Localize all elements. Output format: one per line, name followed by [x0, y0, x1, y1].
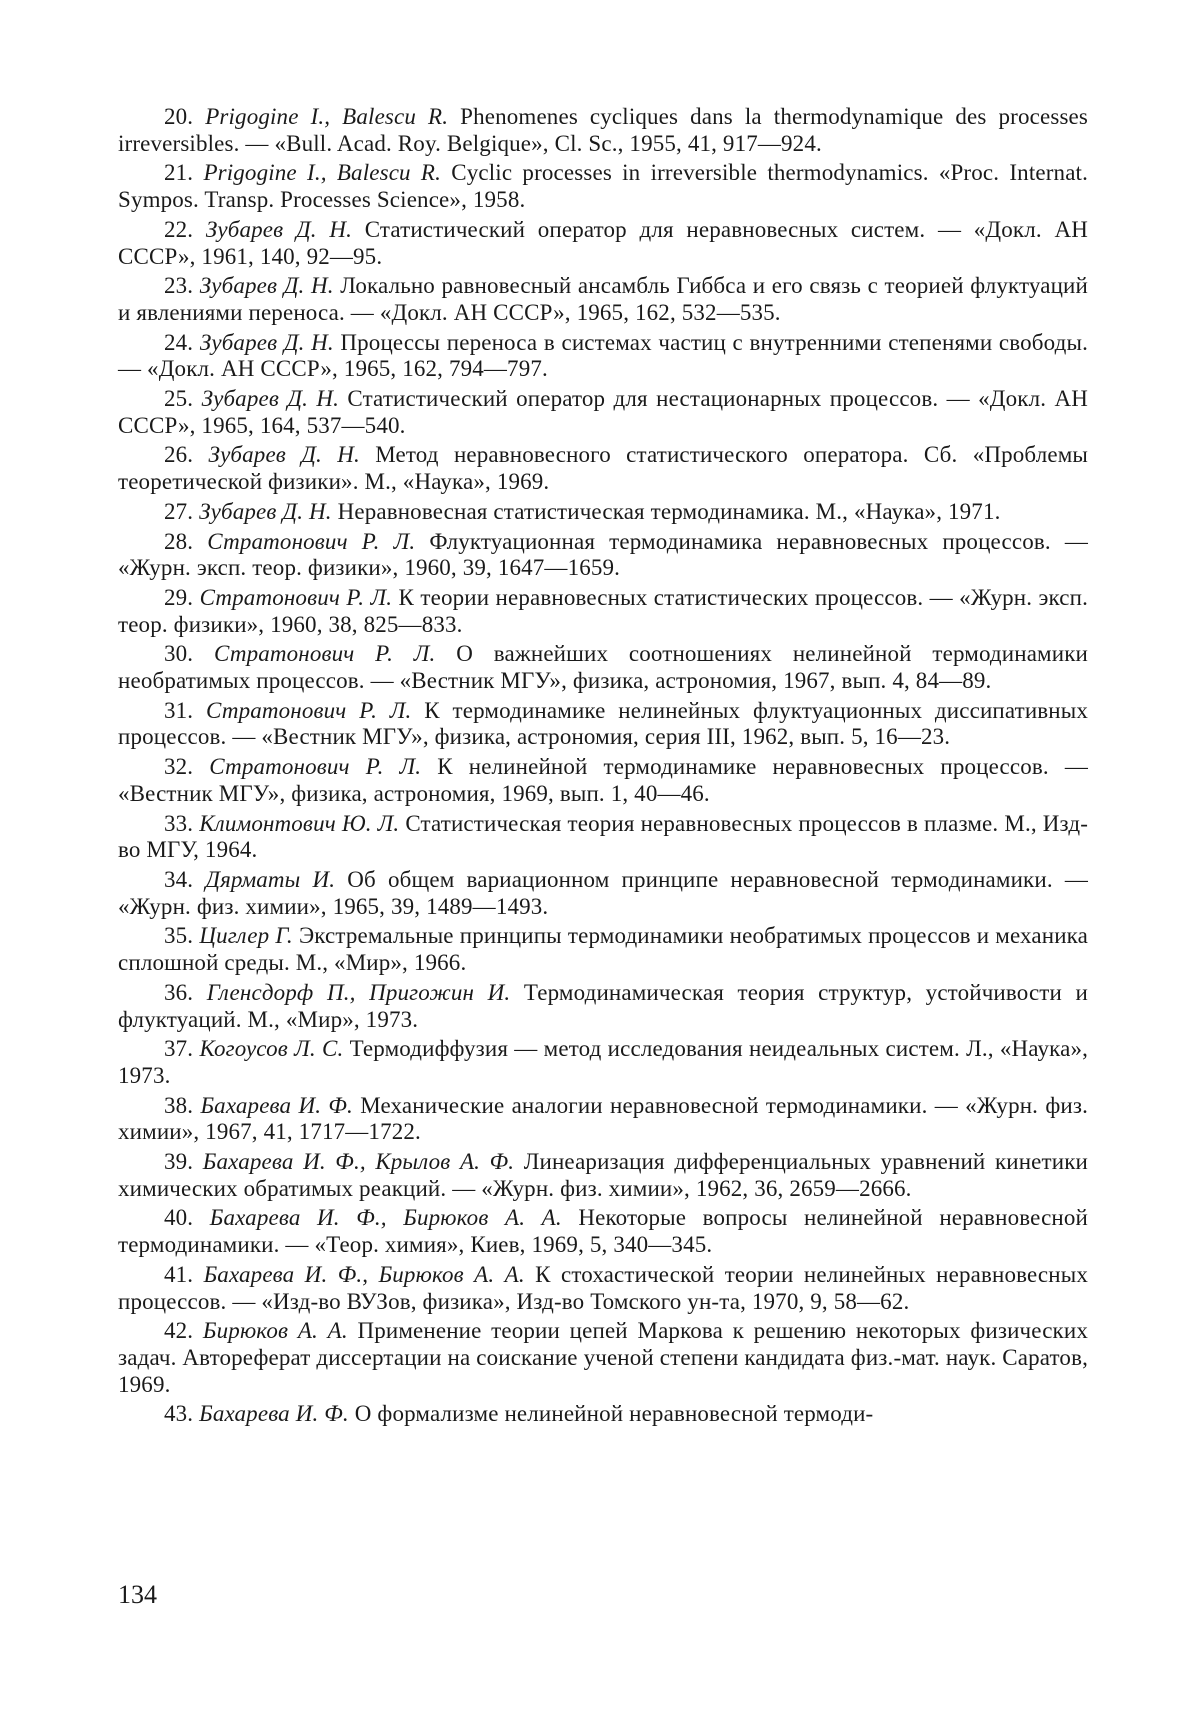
reference-authors: Стратонович Р. Л.	[209, 754, 422, 780]
reference-entry	[118, 529, 1088, 582]
reference-number: 25.	[164, 386, 194, 412]
reference-number: 41.	[164, 1261, 194, 1287]
reference-entry	[118, 1149, 1088, 1202]
reference-authors: Гленсдорф П., Пригожин И.	[206, 979, 511, 1005]
reference-text: Механические аналогии неравновесной термодинамики. — «Журн. физ. химии», 1967, 41, 1717—1722.	[118, 1092, 1088, 1145]
reference-text: О важнейших соотношениях нелинейной термодинамики необратимых процессов. — «Вестник МГУ», физика, астрономия, 1967, вып. 4, 84—89.	[118, 641, 1089, 694]
reference-entry	[118, 867, 1088, 920]
reference-text: Термодиффузия — метод исследования неидеальных систем. Л., «Наука», 1973.	[118, 1036, 1088, 1088]
reference-number: 40.	[164, 1205, 194, 1231]
reference-entry	[118, 585, 1088, 638]
reference-entry	[118, 1318, 1088, 1398]
reference-authors: Бахарева И. Ф., Бирюков А. А.	[203, 1261, 525, 1287]
reference-text: Статистический оператор для неравновесных систем. — «Докл. АН СССР», 1961, 140, 92—95.	[118, 216, 1088, 269]
reference-text: Cyclic processes in irreversible thermodynamics. «Proc. Internat. Sympos. Transp. Processes Science», 1958.	[118, 160, 1088, 213]
reference-entry	[118, 923, 1088, 976]
reference-number: 36.	[164, 979, 194, 1005]
reference-entry	[118, 330, 1088, 383]
reference-number: 37.	[164, 1036, 194, 1062]
reference-text: К стохастической теории нелинейных неравновесных процессов. — «Изд-во ВУЗов, физика», Изд-во Томского ун-та, 1970, 9, 58—62.	[118, 1261, 1088, 1314]
reference-text: К теории неравновесных статистических процессов. — «Журн. эксп. теор. физики», 1960, 38, 825—833.	[118, 584, 1088, 637]
reference-text: Применение теории цепей Маркова к решению некоторых физических задач. Автореферат диссертации на соискание ученой степени кандидата физ.-мат. наук. Саратов, 1969.	[118, 1318, 1088, 1397]
reference-entry	[118, 754, 1088, 807]
reference-entry	[118, 1205, 1088, 1258]
reference-number: 23.	[164, 273, 194, 299]
reference-entry	[118, 641, 1088, 694]
reference-text: Некоторые вопросы нелинейной неравновесной термодинамики. — «Теор. химия», Киев, 1969, 5, 340—345.	[118, 1205, 1088, 1258]
reference-text: Статистическая теория неравновесных процессов в плазме. М., Изд-во МГУ, 1964.	[118, 810, 1088, 863]
reference-number: 31.	[164, 697, 194, 723]
reference-number: 24.	[164, 329, 194, 355]
reference-authors: Стратонович Р. Л.	[207, 528, 416, 554]
reference-authors: Зубарев Д. Н.	[199, 273, 334, 299]
reference-authors: Зубарев Д. Н.	[199, 498, 332, 524]
reference-number: 39.	[164, 1149, 194, 1175]
reference-authors: Стратонович Р. Л.	[199, 584, 393, 610]
reference-entry	[118, 442, 1088, 495]
reference-authors: Когоусов Л. С.	[199, 1036, 344, 1062]
reference-number: 28.	[164, 528, 194, 554]
reference-number: 26.	[164, 442, 194, 468]
reference-authors: Prigogine I., Balescu R.	[205, 104, 449, 129]
reference-entry	[118, 1401, 1088, 1428]
reference-entry	[118, 386, 1088, 439]
reference-authors: Prigogine I., Balescu R.	[203, 160, 442, 186]
reference-number: 30.	[164, 641, 194, 667]
reference-authors: Климонтович Ю. Л.	[199, 810, 400, 836]
page-number: 134	[118, 1580, 157, 1609]
reference-text: Об общем вариационном принципе неравновесной термодинамики. — «Журн. физ. химии», 1965, 39, 1489—1493.	[118, 866, 1088, 919]
reference-number: 27.	[164, 498, 194, 524]
reference-authors: Дярматы И.	[205, 866, 336, 892]
reference-text: Линеаризация дифференциальных уравнений кинетики химических обратимых реакций. — «Журн. физ. химии», 1962, 36, 2659—2666.	[118, 1149, 1088, 1201]
reference-authors: Зубарев Д. Н.	[201, 386, 340, 412]
reference-authors: Зубарев Д. Н.	[208, 442, 360, 468]
reference-text: Метод неравновесного статистического оператора. Сб. «Проблемы теоретической физики». М., «Наука», 1969.	[118, 442, 1089, 495]
reference-number: 29.	[164, 584, 194, 610]
reference-authors: Стратонович Р. Л.	[214, 641, 436, 667]
reference-number: 35.	[164, 923, 194, 949]
reference-authors: Стратонович Р. Л.	[206, 697, 412, 723]
reference-number: 20.	[164, 104, 194, 129]
reference-number: 32.	[164, 754, 194, 780]
reference-entry	[118, 499, 1088, 526]
reference-entry	[118, 811, 1088, 864]
reference-entry	[118, 1093, 1088, 1146]
reference-authors: Бахарева И. Ф., Бирюков А. А.	[209, 1205, 562, 1231]
reference-number: 22.	[164, 216, 194, 242]
reference-number: 43.	[164, 1401, 194, 1427]
reference-number: 42.	[164, 1318, 194, 1344]
reference-text: Phenomenes cycliques dans la thermodynamique des processes irreversibles. — «Bull. Acad. Roy. Belgique», Cl. Sc., 1955, 41, 917—924.	[118, 104, 1088, 156]
reference-text: Флуктуационная термодинамика неравновесных процессов. — «Журн. эксп. теор. физики», 1960, 39, 1647—1659.	[118, 528, 1088, 581]
reference-entry	[118, 980, 1088, 1033]
reference-authors: Зубарев Д. Н.	[205, 216, 353, 242]
reference-text: Экстремальные принципы термодинамики необратимых процессов и механика сплошной среды. М., «Мир», 1966.	[118, 923, 1088, 976]
reference-text: Статистический оператор для нестационарных процессов. — «Докл. АН СССР», 1965, 164, 537—540.	[118, 386, 1088, 438]
reference-text: Термодинамическая теория структур, устойчивости и флуктуаций. М., «Мир», 1973.	[118, 979, 1088, 1032]
reference-authors: Зубарев Д. Н.	[199, 329, 334, 355]
reference-entry	[118, 160, 1088, 213]
reference-text: Процессы переноса в системах частиц с внутренними степенями свободы. — «Докл. АН СССР», 1965, 162, 794—797.	[118, 329, 1088, 382]
reference-number: 38.	[164, 1092, 194, 1118]
reference-text: Неравновесная статистическая термодинамика. М., «Наука», 1971.	[337, 498, 1001, 524]
reference-entry	[118, 273, 1088, 326]
reference-entry	[118, 1036, 1088, 1089]
reference-entry	[118, 1262, 1088, 1315]
reference-authors: Циглер Г.	[199, 923, 293, 949]
reference-authors: Бахарева И. Ф.	[200, 1092, 353, 1118]
reference-text: К термодинамике нелинейных флуктуационных диссипативных процессов. — «Вестник МГУ», физика, астрономия, серия III, 1962, вып. 5, 16—23.	[118, 697, 1089, 750]
reference-authors: Бахарева И. Ф.	[199, 1401, 349, 1427]
reference-text: О формализме нелинейной неравновесной термоди-	[354, 1401, 874, 1427]
reference-text: К нелинейной термодинамике неравновесных процессов. — «Вестник МГУ», физика, астрономия, 1969, вып. 1, 40—46.	[118, 754, 1088, 806]
reference-authors: Бахарева И. Ф., Крылов А. Ф.	[202, 1149, 515, 1175]
reference-number: 21.	[164, 160, 194, 186]
reference-entry	[118, 217, 1088, 270]
reference-number: 34.	[164, 866, 194, 892]
reference-text: Локально равновесный ансамбль Гиббса и его связь с теорией флуктуаций и явлениями переноса. — «Докл. АН СССР», 1965, 162, 532—535.	[118, 273, 1088, 325]
reference-entry	[118, 104, 1088, 157]
reference-number: 33.	[164, 810, 194, 836]
reference-entry	[118, 698, 1088, 751]
reference-list	[118, 104, 1088, 1431]
reference-authors: Бирюков А. А.	[202, 1318, 348, 1344]
